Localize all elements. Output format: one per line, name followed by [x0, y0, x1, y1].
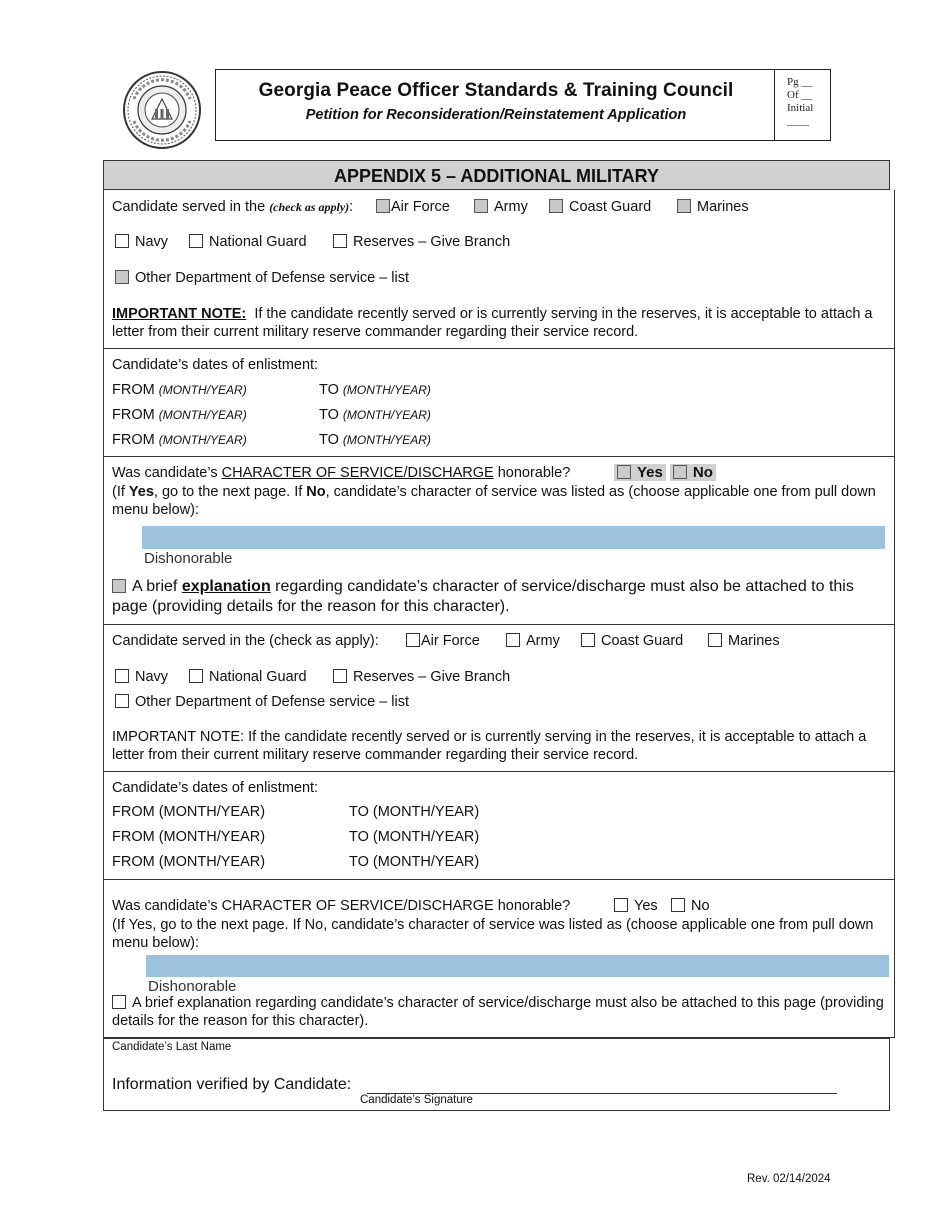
verified-by-label: Information verified by Candidate:: [112, 1076, 352, 1093]
explanation-checkbox-2[interactable]: [112, 995, 126, 1009]
other-dod-option-1[interactable]: [115, 270, 409, 286]
army-label: Army: [494, 199, 528, 215]
reserves-checkbox-2[interactable]: [333, 669, 347, 683]
air-force-option-1[interactable]: [376, 199, 450, 215]
to-field-1[interactable]: [319, 382, 431, 398]
air-force-checkbox-2[interactable]: [406, 633, 420, 647]
month-year-hint: (MONTH/YEAR): [158, 433, 247, 447]
page-of-field[interactable]: Of __: [787, 89, 813, 101]
check-as-apply-note: (check as apply): [269, 200, 350, 214]
other-dod-label: Other Department of Defense service – list: [135, 694, 410, 710]
discharge-q-prefix: Was candidate’s: [112, 465, 222, 481]
yes-label: Yes: [634, 898, 658, 914]
if-rest: , candidate’s character of service was listed as (choose applicable one from pull down menu below):: [112, 484, 876, 518]
explain-rest: regarding candidate’s character of service/discharge must also be attached to this page (providing details for the reason for this character).: [112, 578, 854, 615]
army-checkbox-1[interactable]: [474, 199, 488, 213]
dropdown-value-1: Dishonorable: [144, 550, 233, 567]
reserves-checkbox-1[interactable]: [333, 234, 347, 248]
to-field-4[interactable]: TO (MONTH/YEAR): [349, 804, 480, 820]
signature-field[interactable]: [367, 1080, 837, 1094]
if-mid: , go to the next page. If: [153, 484, 307, 500]
initial-label: Initial: [787, 102, 814, 114]
from-label: FROM: [112, 407, 155, 423]
branches-section-2: [103, 625, 895, 772]
navy-option-1[interactable]: [115, 234, 168, 250]
appendix-banner: APPENDIX 5 – ADDITIONAL MILITARY: [103, 160, 890, 190]
yes-checkbox-2[interactable]: [614, 898, 628, 912]
important-note-1: [112, 305, 882, 341]
navy-option-2[interactable]: [115, 669, 168, 685]
council-seal-logo: [122, 69, 202, 151]
page-initial-box: [774, 70, 831, 140]
no-option-1[interactable]: [670, 464, 716, 481]
reserves-option-1[interactable]: [333, 234, 510, 250]
coast-guard-checkbox-1[interactable]: [549, 199, 563, 213]
explanation-note-2: [112, 994, 887, 1030]
marines-label: Marines: [728, 633, 780, 649]
army-label: Army: [526, 633, 560, 649]
discharge-section-2: [103, 880, 895, 1038]
national-guard-checkbox-2[interactable]: [189, 669, 203, 683]
reserves-label: Reserves – Give Branch: [353, 234, 511, 250]
to-field-6[interactable]: TO (MONTH/YEAR): [349, 854, 480, 870]
revision-date: Rev. 02/14/2024: [747, 1173, 831, 1185]
month-year-hint: (MONTH/YEAR): [342, 433, 431, 447]
coast-guard-option-2[interactable]: [581, 633, 683, 649]
discharge-dropdown-2[interactable]: [146, 955, 889, 977]
dropdown-value-2: Dishonorable: [148, 978, 237, 995]
other-dod-checkbox-1[interactable]: [115, 270, 129, 284]
month-year-hint: (MONTH/YEAR): [158, 408, 247, 422]
marines-checkbox-2[interactable]: [708, 633, 722, 647]
other-dod-checkbox-2[interactable]: [115, 694, 129, 708]
marines-label: Marines: [697, 199, 749, 215]
initial-field[interactable]: ____: [787, 115, 809, 127]
month-year-hint: (MONTH/YEAR): [342, 408, 431, 422]
explanation-note-1: [112, 577, 887, 617]
honorable-yes-no-1: [614, 464, 716, 481]
served-colon: :: [349, 199, 354, 215]
national-guard-checkbox-1[interactable]: [189, 234, 203, 248]
national-guard-label: National Guard: [209, 234, 307, 250]
explanation-checkbox-1[interactable]: [112, 579, 126, 593]
marines-option-2[interactable]: [708, 633, 780, 649]
marines-checkbox-1[interactable]: [677, 199, 691, 213]
discharge-question-2: Was candidate’s CHARACTER OF SERVICE/DISCHARGE honorable?: [112, 898, 571, 914]
to-field-2[interactable]: [319, 407, 431, 423]
national-guard-option-1[interactable]: [189, 234, 307, 250]
no-label: No: [692, 464, 713, 481]
candidate-verification-box: [103, 1038, 890, 1111]
title-box: [215, 69, 831, 141]
navy-checkbox-2[interactable]: [115, 669, 129, 683]
coast-guard-label: Coast Guard: [569, 199, 652, 215]
navy-label: Navy: [135, 669, 169, 685]
served-label-2: Candidate served in the (check as apply):: [112, 633, 379, 649]
coast-guard-checkbox-2[interactable]: [581, 633, 595, 647]
from-field-5[interactable]: FROM (MONTH/YEAR): [112, 829, 266, 845]
application-subtitle: Petition for Reconsideration/Reinstatement Application: [305, 107, 687, 123]
from-field-1[interactable]: [112, 382, 247, 398]
dates-label-1: Candidate’s dates of enlistment:: [112, 357, 319, 373]
from-field-2[interactable]: [112, 407, 247, 423]
served-row-1: [112, 199, 353, 215]
explain-text-2: A brief explanation regarding candidate’s character of service/discharge must also be attached to this page (providing details for the reason for this character).: [112, 995, 884, 1029]
important-note-label: IMPORTANT NOTE:: [112, 306, 247, 322]
from-label: FROM: [112, 382, 155, 398]
no-checkbox-2[interactable]: [671, 898, 685, 912]
served-label: Candidate served in the: [112, 199, 270, 215]
yes-label: Yes: [637, 464, 663, 481]
if-yes: Yes: [128, 484, 154, 500]
if-yes-no-instructions-2: (If Yes, go to the next page. If No, candidate’s character of service was listed as (choose applicable one from pull down menu below):: [112, 917, 874, 951]
signature-label: Candidate’s Signature: [360, 1094, 473, 1106]
discharge-dropdown-1[interactable]: [142, 526, 885, 549]
important-note-2: IMPORTANT NOTE: If the candidate recently served or is currently serving in the reserves, it is acceptable to attach a letter from their current military reserve commander regarding their service record.: [112, 729, 867, 763]
no-checkbox-1[interactable]: [673, 465, 687, 479]
air-force-label: Air Force: [391, 199, 450, 215]
to-label: TO: [319, 432, 339, 448]
no-label: No: [691, 898, 710, 914]
month-year-hint: (MONTH/YEAR): [158, 383, 247, 397]
to-label: TO: [319, 382, 339, 398]
marines-option-1[interactable]: [677, 199, 749, 215]
dates-label-2: Candidate’s dates of enlistment:: [112, 780, 319, 796]
from-field-6[interactable]: FROM (MONTH/YEAR): [112, 854, 266, 870]
last-name-label: Candidate’s Last Name: [112, 1041, 232, 1053]
other-dod-label: Other Department of Defense service – list: [135, 270, 410, 286]
discharge-q-suffix: honorable?: [493, 465, 571, 481]
if-yes-no-instructions-1: [112, 483, 887, 519]
navy-checkbox-1[interactable]: [115, 234, 129, 248]
from-field-3[interactable]: [112, 432, 247, 448]
council-title: Georgia Peace Officer Standards & Training Council: [258, 80, 734, 101]
yes-checkbox-1[interactable]: [617, 465, 631, 479]
to-field-3[interactable]: [319, 432, 431, 448]
branches-section-1: [103, 190, 895, 349]
reserves-option-2[interactable]: [333, 669, 510, 685]
coast-guard-option-1[interactable]: [549, 199, 651, 215]
discharge-q-underlined: CHARACTER OF SERVICE/DISCHARGE: [221, 465, 494, 481]
navy-label: Navy: [135, 234, 169, 250]
from-field-4[interactable]: FROM (MONTH/YEAR): [112, 804, 266, 820]
army-checkbox-2[interactable]: [506, 633, 520, 647]
no-option-2[interactable]: [671, 898, 710, 914]
other-dod-option-2[interactable]: [115, 694, 409, 710]
to-label: TO: [319, 407, 339, 423]
if-open: (If: [112, 484, 129, 500]
to-field-5[interactable]: TO (MONTH/YEAR): [349, 829, 480, 845]
month-year-hint: (MONTH/YEAR): [342, 383, 431, 397]
dates-section-1: [103, 349, 895, 457]
air-force-label: Air Force: [421, 633, 480, 649]
yes-option-1[interactable]: [614, 464, 666, 481]
dates-section-2: [103, 772, 895, 880]
army-option-2[interactable]: [506, 633, 560, 649]
explain-prefix: A brief: [132, 578, 182, 595]
coast-guard-label: Coast Guard: [601, 633, 684, 649]
air-force-checkbox-1[interactable]: [376, 199, 390, 213]
important-note-text: If the candidate recently served or is currently serving in the reserves, it is acceptable to attach a letter from their current military reserve commander regarding their service record.: [112, 306, 873, 340]
national-guard-option-2[interactable]: [189, 669, 307, 685]
national-guard-label: National Guard: [209, 669, 307, 685]
page-number-field[interactable]: Pg __: [787, 76, 813, 88]
if-no: No: [306, 484, 326, 500]
discharge-question-1: [112, 465, 570, 481]
reserves-label: Reserves – Give Branch: [353, 669, 511, 685]
explain-word: explanation: [181, 578, 271, 595]
from-label: FROM: [112, 432, 155, 448]
air-force-option-2[interactable]: [406, 633, 480, 649]
yes-option-2[interactable]: [614, 898, 658, 914]
army-option-1[interactable]: [474, 199, 528, 215]
discharge-section-1: [103, 457, 895, 625]
